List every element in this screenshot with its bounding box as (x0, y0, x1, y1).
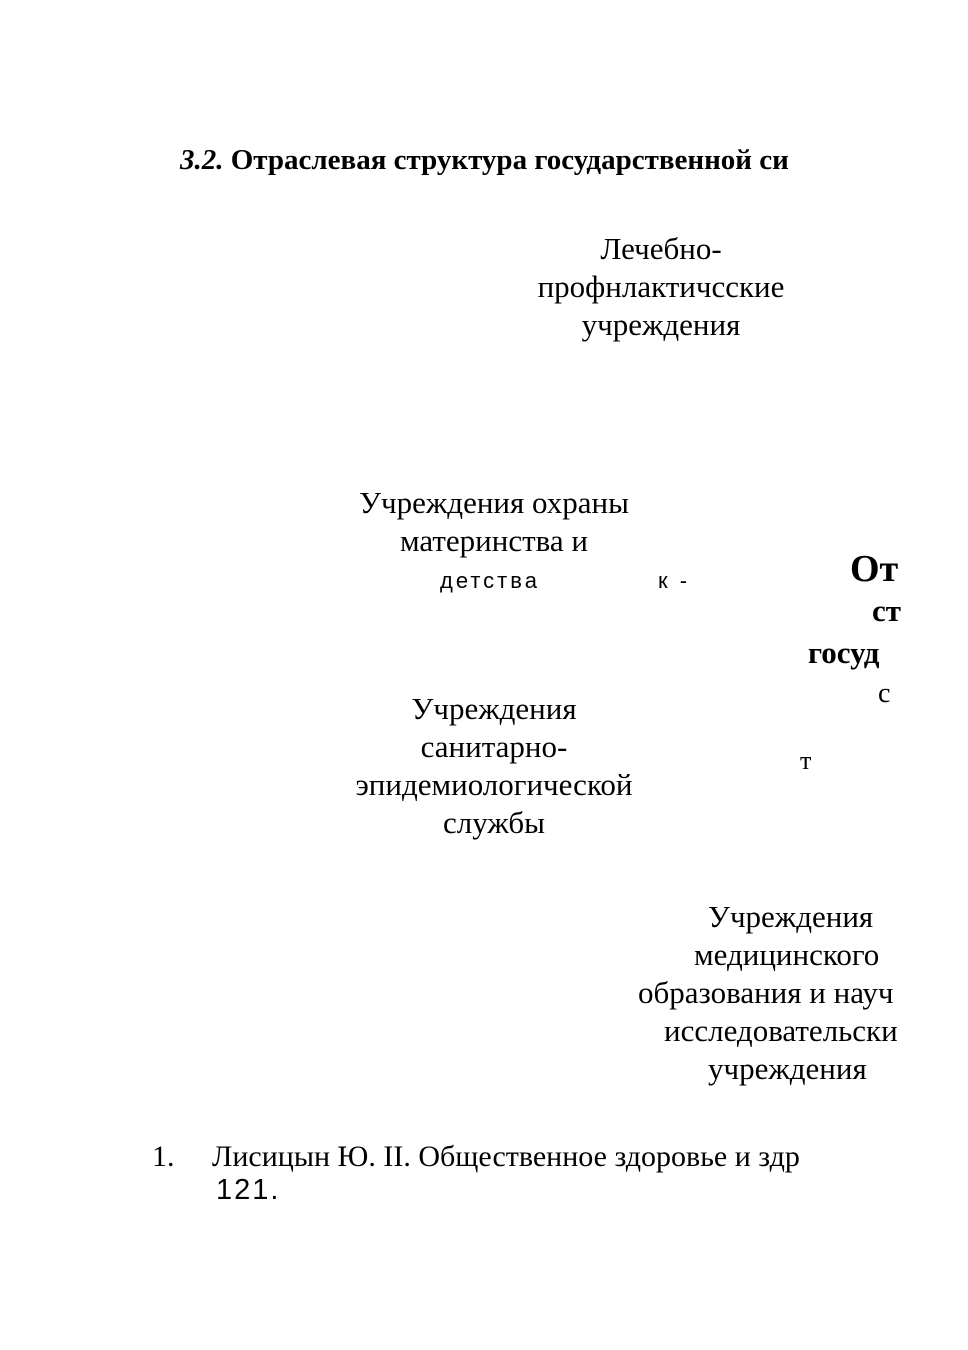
node-sanepid (355, 690, 632, 842)
node-lpu (528, 230, 794, 344)
node-lpu-line: учреждения (581, 307, 741, 342)
node-ohrana-line: Учреждения охраны (359, 485, 629, 520)
node-ohrana-line: материнства и (400, 523, 588, 558)
section-heading (180, 144, 789, 177)
node-sanepid-line: Учреждения (411, 691, 577, 726)
center-title-line: ст (872, 593, 901, 628)
node-obraz (638, 898, 898, 1088)
node-sanepid-line: эпидемиологической (355, 767, 633, 802)
center-title-line: госуд (808, 635, 880, 670)
footnote-continuation: 121. (216, 1174, 281, 1206)
node-obraz-line: медицинского (694, 937, 880, 972)
connector-mark: к - (658, 568, 691, 593)
center-title-line: От (850, 548, 899, 590)
footnote-text: Лисицын Ю. II. Общественное здоровье и здр (212, 1140, 800, 1173)
center-title (808, 548, 968, 714)
node-ohrana-tail: детства (440, 568, 540, 593)
node-lpu-line: профнлактичсские (537, 269, 785, 304)
node-obraz-line: Учреждения (708, 899, 874, 934)
footnote-number: 1. (152, 1140, 175, 1173)
node-sanepid-line: санитарно- (420, 729, 568, 764)
section-number: 3.2. (180, 144, 224, 176)
connector-mark: т (800, 746, 812, 775)
node-obraz-line: образования и науч (638, 975, 894, 1010)
section-title: Отраслевая структура государственной си (230, 144, 789, 176)
node-sanepid-line: службы (443, 805, 545, 840)
node-ohrana (359, 484, 629, 560)
node-obraz-line: исследовательски (664, 1013, 898, 1048)
center-title-line: с (878, 678, 891, 709)
node-lpu-line: Лечебно- (600, 231, 722, 266)
node-obraz-line: учреждения (708, 1051, 867, 1086)
